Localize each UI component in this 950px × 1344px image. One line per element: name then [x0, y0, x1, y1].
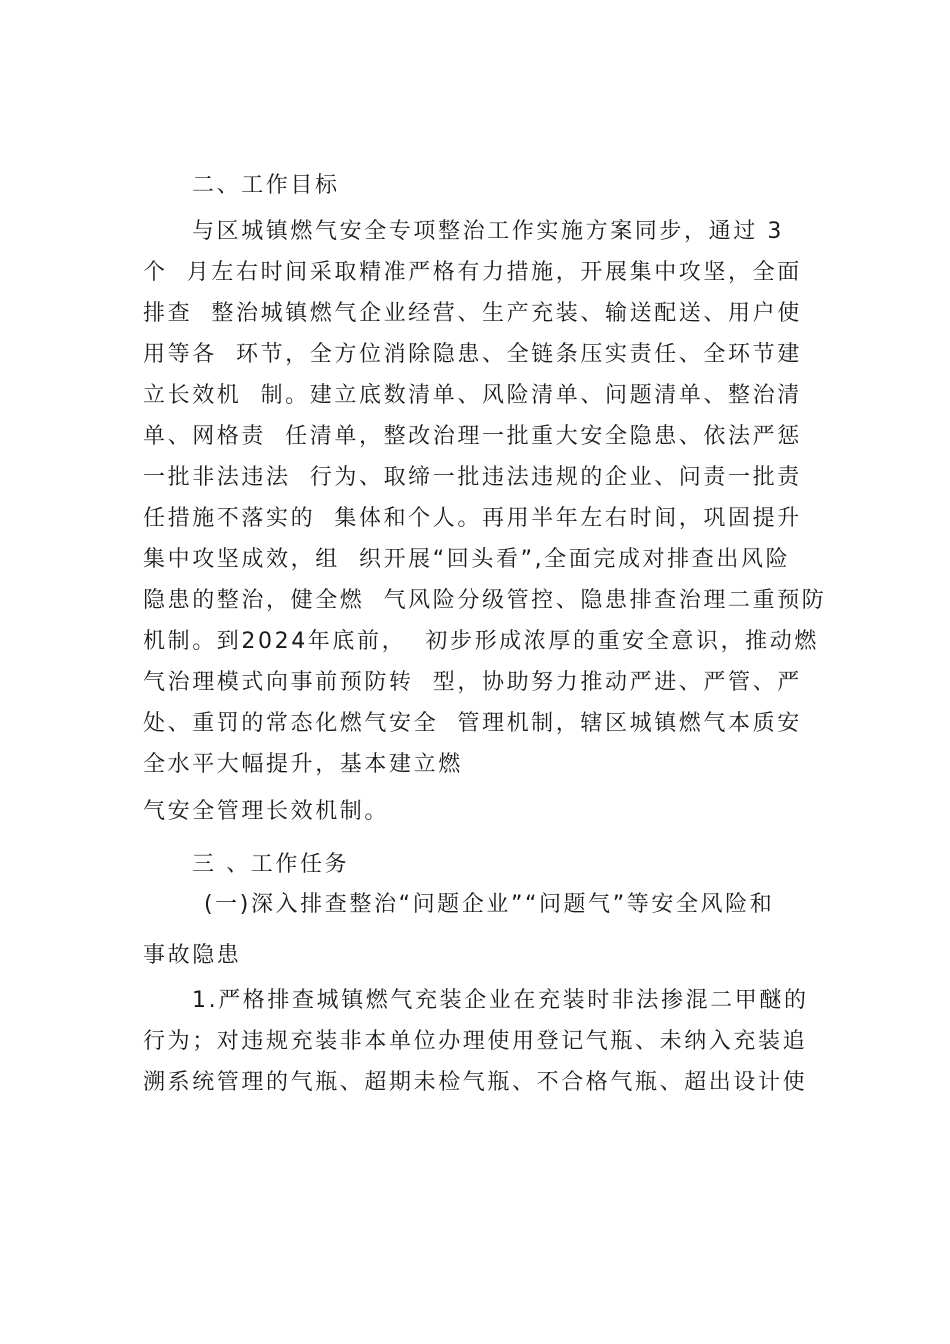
paragraph-line: 个 月左右时间采取精准严格有力措施，开展集中攻坚，全面 [143, 260, 802, 285]
paragraph-line: 行为；对违规充装非本单位办理使用登记气瓶、未纳入充装追 [143, 1029, 808, 1054]
paragraph-line: 处、重罚的常态化燃气安全 管理机制，辖区城镇燃气本质安 [143, 711, 802, 736]
paragraph-line: 气治理模式向事前预防转 型，协助努力推动严进、严管、严 [143, 670, 802, 695]
paragraph-line: 任措施不落实的 集体和个人。再用半年左右时间，巩固提升 [143, 506, 802, 531]
paragraph-line: 单、网格责 任清单，整改治理一批重大安全隐患、依法严惩 [143, 424, 802, 449]
paragraph-line: 用等各 环节，全方位消除隐患、全链条压实责任、全环节建 [143, 342, 802, 367]
section-heading-work-goals: 二、工作目标 [192, 173, 340, 198]
paragraph-line: 气安全管理长效机制。 [143, 799, 390, 824]
paragraph-line: 一批非法违法 行为、取缔一批违法违规的企业、问责一批责 [143, 465, 802, 490]
paragraph-line: 机制。到2024年底前， 初步形成浓厚的重安全意识，推动燃 [143, 629, 819, 654]
paragraph-line: 集中攻坚成效，组 织开展“回头看”,全面完成对排查出风险 [143, 547, 791, 572]
paragraph-line: 隐患的整治，健全燃 气风险分级管控、隐患排查治理二重预防 [143, 588, 827, 613]
paragraph-line: 排查 整治城镇燃气企业经营、生产充装、输送配送、用户使 [143, 301, 802, 326]
paragraph-line: 全水平大幅提升，基本建立燃 [143, 752, 463, 777]
paragraph-line: 溯系统管理的气瓶、超期未检气瓶、不合格气瓶、超出设计使 [143, 1070, 808, 1095]
paragraph-line: 1.严格排查城镇燃气充装企业在充装时非法掺混二甲醚的 [192, 988, 809, 1013]
section-heading-work-tasks: 三 、工作任务 [192, 852, 350, 877]
subsection-line: (一)深入排查整治“问题企业”“问题气”等安全风险和 [204, 892, 775, 917]
subsection-line: 事故隐患 [143, 943, 242, 968]
paragraph-line: 与区城镇燃气安全专项整治工作实施方案同步，通过 3 [192, 219, 784, 244]
paragraph-line: 立长效机 制。建立底数清单、风险清单、问题清单、整治清 [143, 383, 802, 408]
